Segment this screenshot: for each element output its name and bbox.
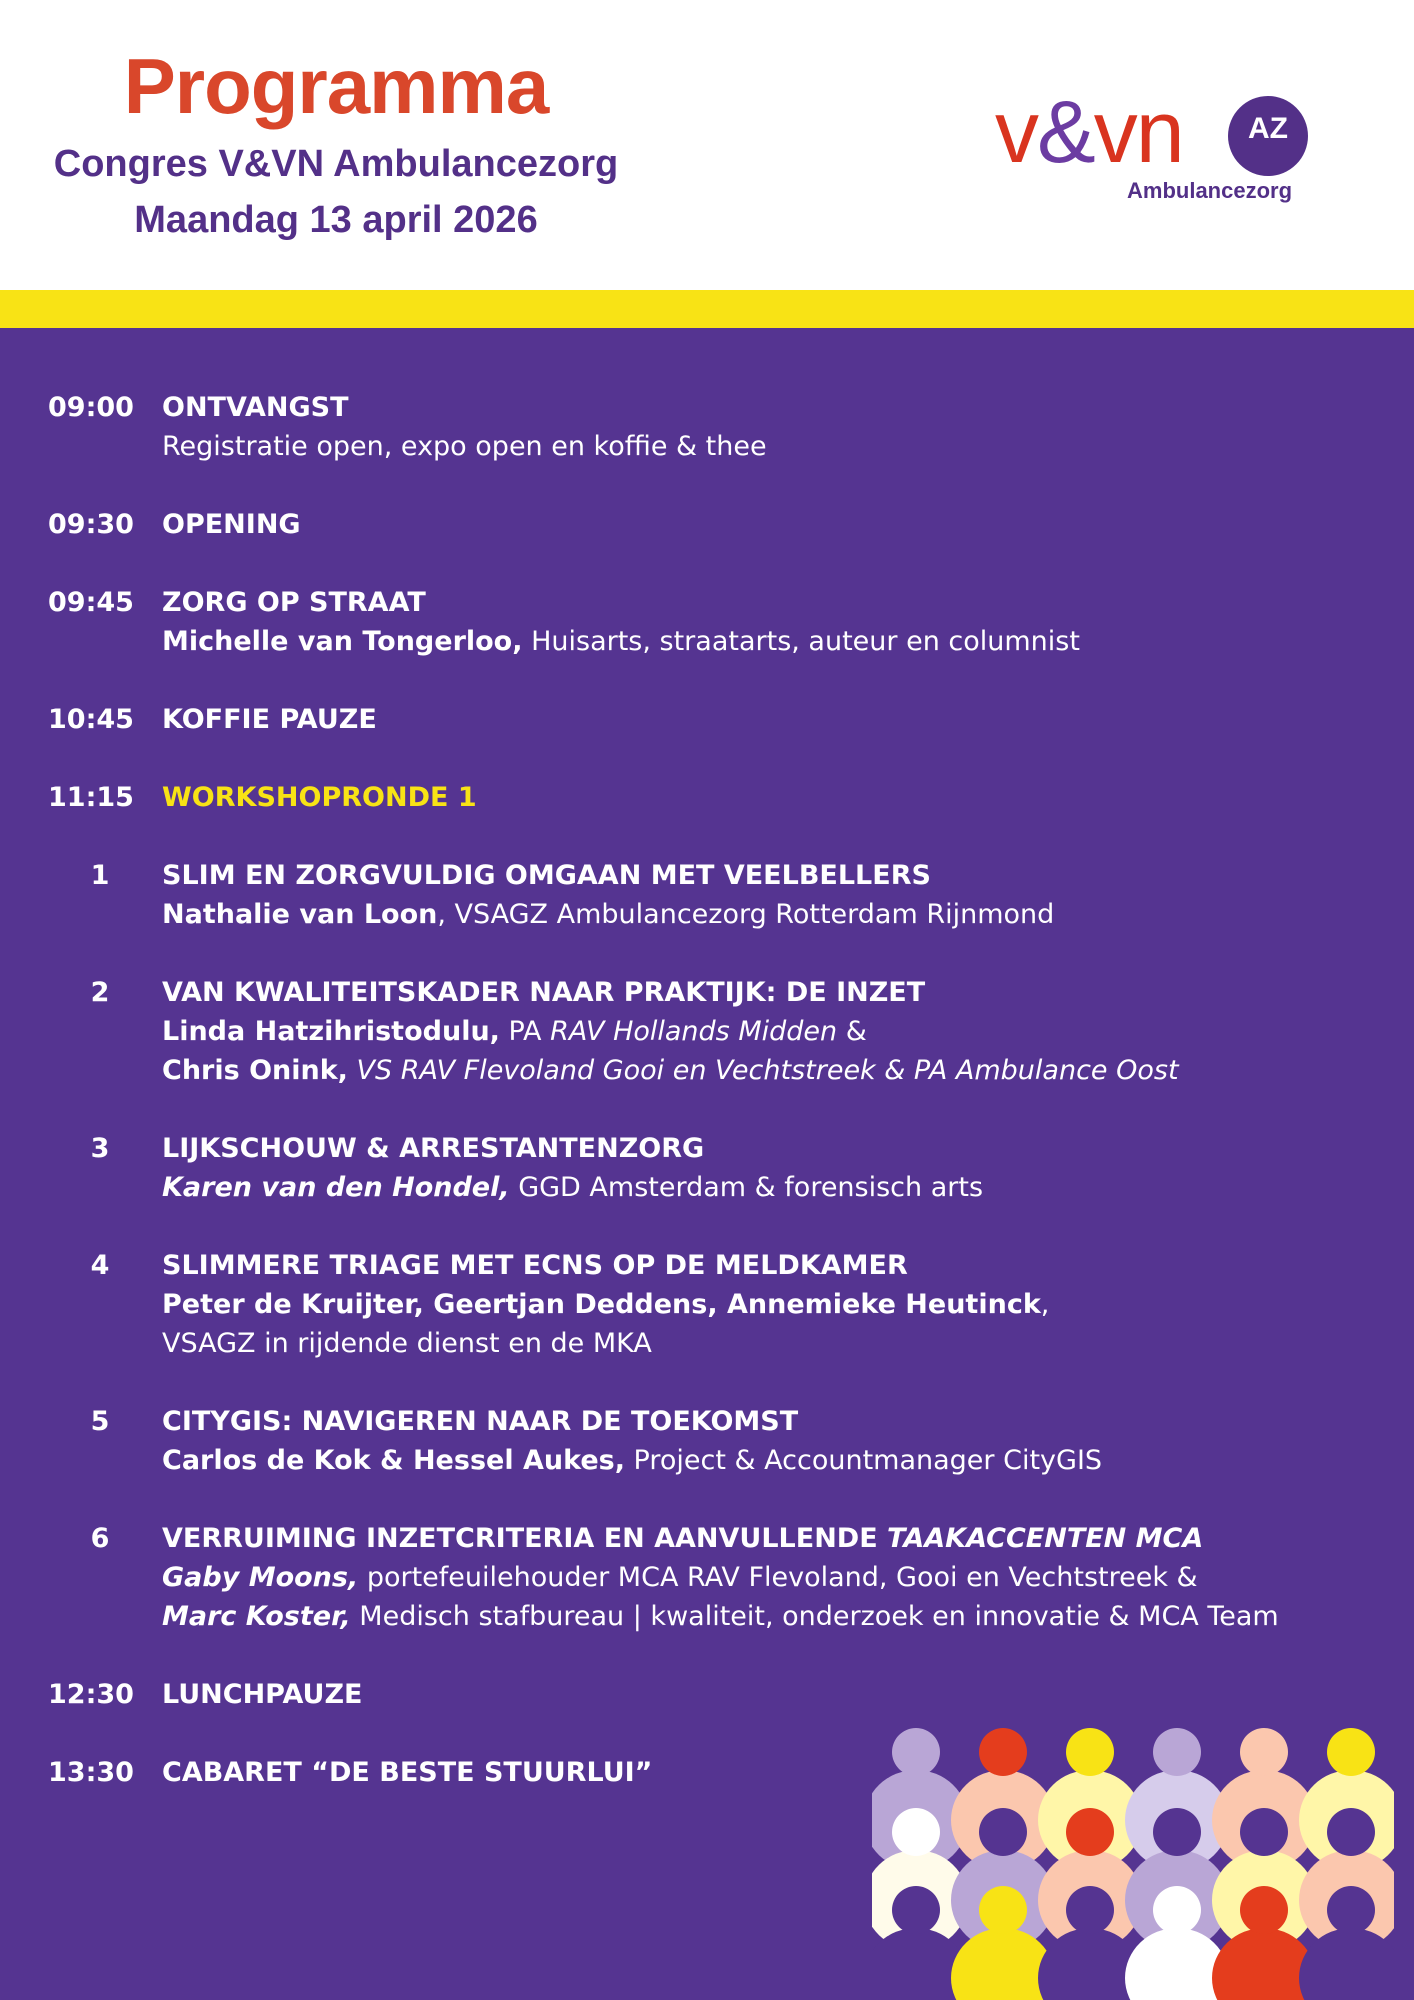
workshop-title: CITYGIS: NAVIGEREN NAAR DE TOEKOMST xyxy=(162,1406,799,1437)
crowd-illustration xyxy=(872,1716,1394,2000)
agenda-item xyxy=(0,388,1414,466)
agenda-time: 11:15 xyxy=(48,782,134,813)
people-icon xyxy=(872,1716,1394,2000)
speaker-role: PA xyxy=(499,1016,551,1047)
yellow-divider xyxy=(0,290,1414,328)
workshop-title: SLIMMERE TRIAGE MET ECNS OP DE MELDKAMER xyxy=(162,1250,908,1281)
speaker-role: , VSAGZ Ambulancezorg Rotterdam Rijnmond xyxy=(437,899,1055,930)
agenda-title: CABARET “DE BESTE STUURLUI” xyxy=(162,1757,653,1788)
agenda-title: OPENING xyxy=(162,509,301,540)
speaker-line xyxy=(162,1012,1392,1051)
workshop-title: VERRUIMING INZETCRITERIA EN AANVULLENDE TAAKACCENTEN MCA xyxy=(162,1523,1204,1554)
comma: , xyxy=(1040,1289,1050,1320)
speaker-name: Marc Koster, xyxy=(162,1601,351,1632)
person-head xyxy=(1066,1728,1114,1776)
agenda-item xyxy=(0,505,1414,544)
speaker-name: Chris Onink, xyxy=(162,1055,348,1086)
speaker-line xyxy=(162,1285,1392,1324)
speaker-line xyxy=(162,622,1392,661)
speaker-organisation: RAV Hollands Midden xyxy=(550,1016,838,1047)
agenda-time: 09:30 xyxy=(48,509,134,540)
event-name: Congres V&VN Ambulancezorg xyxy=(53,143,619,185)
speaker-name: Karen van den Hondel, xyxy=(162,1172,510,1203)
speaker-line xyxy=(162,1558,1392,1597)
logo-tagline: Ambulancezorg xyxy=(1127,178,1293,203)
agenda-item xyxy=(0,778,1414,817)
workshop-item xyxy=(0,1402,1414,1480)
agenda-time: 13:30 xyxy=(48,1757,134,1788)
speaker-role: Project & Accountmanager CityGIS xyxy=(624,1445,1103,1476)
person-head xyxy=(1240,1808,1288,1856)
person-head xyxy=(892,1728,940,1776)
speaker-name: Nathalie van Loon xyxy=(162,899,438,930)
agenda-time: 12:30 xyxy=(48,1679,134,1710)
person-head xyxy=(1066,1808,1114,1856)
person-head xyxy=(979,1808,1027,1856)
programme-agenda xyxy=(0,388,1414,1792)
speaker-name: Linda Hatzihristodulu, xyxy=(162,1016,500,1047)
agenda-time: 09:00 xyxy=(48,392,134,423)
person-head xyxy=(979,1728,1027,1776)
event-date: Maandag 13 april 2026 xyxy=(134,199,538,241)
person-head xyxy=(892,1886,940,1934)
person-head xyxy=(1240,1728,1288,1776)
workshop-item xyxy=(0,856,1414,934)
workshop-item xyxy=(0,1246,1414,1363)
page-header xyxy=(0,0,1414,290)
logo-wordmark: v&vn xyxy=(995,82,1183,181)
page-title: Programma xyxy=(123,42,549,130)
speaker-line xyxy=(162,1051,1392,1090)
agenda-title: LUNCHPAUZE xyxy=(162,1679,363,1710)
person-head xyxy=(1153,1728,1201,1776)
person-head xyxy=(892,1808,940,1856)
workshop-title: LIJKSCHOUW & ARRESTANTENZORG xyxy=(162,1133,705,1164)
workshop-number: 1 xyxy=(90,860,110,891)
speaker-role: Huisarts, straatarts, auteur en columnist xyxy=(522,626,1080,657)
speaker-line xyxy=(162,1597,1392,1636)
agenda-item xyxy=(0,583,1414,661)
workshop-number: 6 xyxy=(90,1523,110,1554)
speaker-name: Carlos de Kok & Hessel Aukes, xyxy=(162,1445,625,1476)
workshop-number: 3 xyxy=(90,1133,110,1164)
workshop-item xyxy=(0,1129,1414,1207)
workshop-title: SLIM EN ZORGVULDIG OMGAAN MET VEELBELLERS xyxy=(162,860,931,891)
speaker-role: & xyxy=(837,1016,867,1047)
person-head xyxy=(1153,1886,1201,1934)
title-block xyxy=(0,36,672,248)
person-body xyxy=(1299,1928,1394,2000)
workshop-title: VAN KWALITEITSKADER NAAR PRAKTIJK: DE INZET xyxy=(162,977,926,1008)
speaker-line xyxy=(162,1441,1392,1480)
workshop-number: 5 xyxy=(90,1406,110,1437)
speaker-line xyxy=(162,1168,1392,1207)
person-head xyxy=(1066,1886,1114,1934)
workshop-number: 4 xyxy=(90,1250,110,1281)
vvn-ambulancezorg-logo xyxy=(995,82,1335,210)
person-head xyxy=(1327,1808,1375,1856)
workshop-number: 2 xyxy=(90,977,110,1008)
agenda-title: KOFFIE PAUZE xyxy=(162,704,377,735)
agenda-item xyxy=(0,1675,1414,1714)
agenda-title: ZORG OP STRAAT xyxy=(162,587,426,618)
workshop-round-title: WORKSHOPRONDE 1 xyxy=(162,782,477,813)
speaker-role: GGD Amsterdam & forensisch arts xyxy=(509,1172,984,1203)
person-head xyxy=(1240,1886,1288,1934)
person-head xyxy=(979,1886,1027,1934)
workshop-item xyxy=(0,973,1414,1090)
workshop-item xyxy=(0,1519,1414,1636)
person-head xyxy=(1153,1808,1201,1856)
speaker-role: VS RAV Flevoland Gooi en Vechtstreek & PA Ambulance Oost xyxy=(347,1055,1179,1086)
person-head xyxy=(1327,1886,1375,1934)
speaker-name: Michelle van Tongerloo, xyxy=(162,626,523,657)
agenda-description: Registratie open, expo open en koffie & thee xyxy=(162,431,767,462)
speaker-line xyxy=(162,895,1392,934)
speaker-role: Medisch stafbureau | kwaliteit, onderzoek en innovatie & MCA Team xyxy=(350,1601,1279,1632)
agenda-time: 09:45 xyxy=(48,587,134,618)
az-badge-icon: AZ xyxy=(1228,96,1308,176)
agenda-title: ONTVANGST xyxy=(162,392,349,423)
speaker-role: portefeuilehouder MCA RAV Flevoland, Gooi en Vechtstreek & xyxy=(358,1562,1198,1593)
agenda-time: 10:45 xyxy=(48,704,134,735)
speaker-role: VSAGZ in rijdende dienst en de MKA xyxy=(162,1328,652,1359)
speaker-name: Gaby Moons, xyxy=(162,1562,359,1593)
agenda-item xyxy=(0,700,1414,739)
person-head xyxy=(1327,1728,1375,1776)
speaker-names: Peter de Kruijter, Geertjan Deddens, Annemieke Heutinck xyxy=(162,1289,1041,1320)
